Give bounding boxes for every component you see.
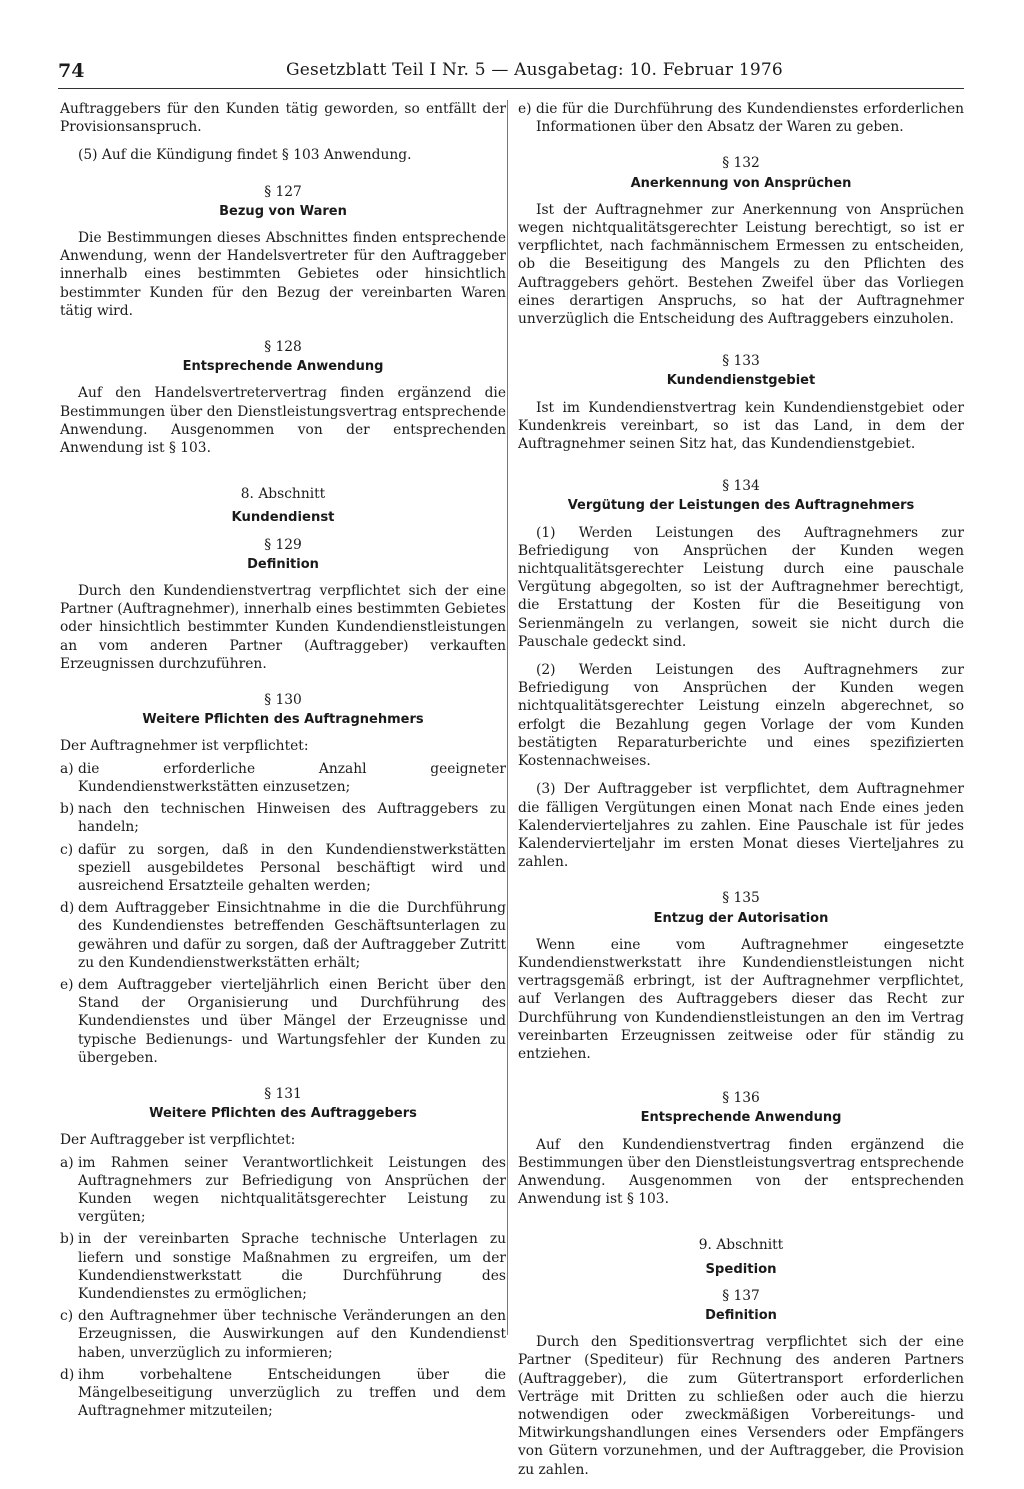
section-128-text: Auf den Handelsvertretervertrag finden ergänzend die Bestimmungen über den Dienstleistungsvertrag entsprechende Anwendung. Ausgenommen von der entsprechenden Anwendung ist § 103. [60,385,506,457]
section-131-title: Weitere Pflichten des Auftraggebers [149,1106,417,1122]
section-132-text: Ist der Auftragnehmer zur Anerkennung von Ansprüchen wegen nichtqualitätsgerechter Leistung berechtigt, so ist er verpflichtet, nach fachmännischem Ermessen zu entscheiden, ob die Beseitigung des Mangels zu den Pflichten des Auftraggebers gehört. Bestehen Zweifel über das Vorliegen eines derartigen Anspruchs, so hat der Auftragnehmer unverzüglich die Entscheidung des Auftraggebers einzuholen. [518,201,964,328]
section-130-title: Weitere Pflichten des Auftragnehmers [142,712,424,728]
section-132-number: § 132 [722,155,760,172]
section-131-number: § 131 [264,1085,302,1102]
section-129-text: Durch den Kundendienstvertrag verpflichtet sich der eine Partner (Auftragnehmer), innerhalb eines bestimmten Gebietes oder hinsichtlich bestimmter Kunden Kundendienstleistungen an vom anderen Partner (Auftraggeber) verkauften Erzeugnissen durchzuführen. [60,583,506,672]
chapter-8-title: Kundendienst [231,510,335,526]
section-127-number: § 127 [264,183,302,200]
section-134-paragraph-3: (3) Der Auftraggeber ist verpflichtet, dem Auftragnehmer die fälligen Vergütungen einen Monat nach Ende eines jeden Kalendervierteljahres zu zahlen. Eine Pauschale ist für jedes Kalendervierteljahr im ersten Monat dieses Vierteljahres zu zahlen. [518,781,964,871]
list-item-text: ihm vorbehaltene Entscheidungen über die Mängelbeseitigung unverzüglich zu treffen und dem Auftragnehmer mitzuteilen; [78,1366,506,1420]
list-item-text: dafür zu sorgen, daß in den Kundendienstwerkstätten speziell ausgebildetes Personal beschäftigt wird und ausreichend Ersatzteile gehalten werden; [78,841,506,894]
section-133-title: Kundendienstgebiet [666,373,816,389]
chapter-8-label: 8. Abschnitt [240,486,326,503]
section-135-number: § 135 [722,890,760,907]
section-137-number: § 137 [722,1287,760,1304]
list-item-label: e) [60,976,74,993]
list-item [60,800,506,836]
section-133-text: Ist im Kundendienstvertrag kein Kundendienstgebiet oder Kundenkreis vereinbart, so ist das Land, in dem der Auftragnehmer seinen Sitz hat, das Kundendienstgebiet. [518,399,964,453]
section-128-title: Entsprechende Anwendung [182,359,384,375]
section-134-paragraph-2: (2) Werden Leistungen des Auftragnehmers zur Befriedigung von Ansprüchen der Kunden wegen nichtqualitätsgerechter Leistung einzeln abgerechnet, so erfolgt die Bezahlung gegen Vorlage der vom Kunden bestätigten Reparaturberichte und eines spezifizierten Kostennachweises. [518,662,964,770]
running-title: Gesetzblatt Teil I Nr. 5 — Ausgabetag: 10. Februar 1976 [286,60,783,80]
section-133-number: § 133 [722,353,760,370]
section-136-title: Entsprechende Anwendung [640,1110,842,1126]
section-129-number: § 129 [264,536,302,553]
list-item-text: in der vereinbarten Sprache technische Unterlagen zu liefern und sonstige Maßnahmen zu ergreifen, um der Kundendienstwerkstatt die Durchführung des Kundendienstes zu ermöglichen; [78,1231,506,1302]
list-item [60,760,506,796]
section-134-paragraph-1: (1) Werden Leistungen des Auftragnehmers zur Befriedigung von Ansprüchen der Kunden wegen nichtqualitätsgerechter Leistung durch eine pauschale Vergütung abgegolten, so ist der Auftragnehmer berechtigt, die Erstattung der Kosten für die Beseitigung von Serienmängeln zu verlangen, soweit sie nicht durch die Pauschale gedeckt sind. [518,524,964,650]
section-128-number: § 128 [264,339,302,356]
paragraph-continued: Auftraggebers für den Kunden tätig geworden, so entfällt der Provisionsanspruch. [60,101,506,136]
section-135-title: Entzug der Autorisation [653,910,829,926]
page-number: 74 [58,60,85,82]
list-item-text: die erforderliche Anzahl geeigneter Kundendienstwerkstätten einzusetzen; [78,760,506,795]
chapter-9-label: 9. Abschnitt [698,1237,784,1254]
list-item-label: e) [518,101,532,117]
left-column [60,100,506,1424]
section-137-title: Definition [705,1307,777,1323]
section-136-text: Auf den Kundendienstvertrag finden ergänzend die Bestimmungen über den Dienstleistungsvertrag entsprechende Anwendung. Ausgenommen von der entsprechenden Anwendung ist § 103. [518,1136,964,1208]
list-item-label: c) [60,841,74,858]
section-129-title: Definition [247,556,319,572]
list-item-label: d) [60,900,75,917]
section-132-title: Anerkennung von Ansprüchen [630,175,852,191]
list-item-text: dem Auftraggeber Einsichtnahme in die die Durchführung des Kundendienstes betreffenden Geschäftsunterlagen zu gewähren und dafür zu sorgen, daß der Auftraggeber Zutritt zu den Kundendienstwerkstätten erhält; [78,900,506,971]
section-134-title: Vergütung der Leistungen des Auftragnehmers [567,498,915,514]
list-item-label: c) [60,1308,74,1325]
column-divider [507,100,508,1335]
list-item-text: dem Auftraggeber vierteljährlich einen Bericht über den Stand der Organisierung und Durchführung des Kundendienstes und über Mängel der Erzeugnisse und typische Bedienungs- und Wartungsfehler der Kunden zu übergeben. [78,976,506,1066]
section-134-number: § 134 [722,478,760,495]
list-item-label: d) [60,1366,75,1383]
list-item-text: den Auftragnehmer über technische Veränderungen an den Erzeugnissen, die Auswirkungen auf den Kundendienst haben, unverzüglich zu informieren; [78,1308,506,1361]
right-column [518,100,964,1489]
list-item [60,1154,506,1227]
paragraph-5: (5) Auf die Kündigung findet § 103 Anwendung. [78,147,412,164]
list-item [60,899,506,972]
list-item [60,1230,506,1303]
list-item [60,1307,506,1362]
list-item-label: a) [60,760,74,777]
section-137-text: Durch den Speditionsvertrag verpflichtet sich der eine Partner (Spediteur) für Rechnung des anderen Partners (Auftraggeber), die zum Gütertransport erforderlichen Verträge mit Dritten zu schließen oder auch die hierzu notwendigen oder zweckmäßigen Vorbereitungs- und Mitwirkungshandlungen eines Versenders oder Empfängers von Gütern vorzunehmen, und der Auftraggeber, die Provision zu zahlen. [518,1334,964,1478]
list-item-text: die für die Durchführung des Kundendienstes erforderlichen Informationen über den Absatz der Waren zu geben. [536,101,964,136]
list-item [60,841,506,896]
section-135-text: Wenn eine vom Auftragnehmer eingesetzte Kundendienstwerkstatt ihre Kundendienstleistungen nicht vertragsgemäß erbringt, ist der Auftragnehmer verpflichtet, auf Verlangen des Auftraggebers dieser das Recht zur Durchführung von Kundendienstleistungen an den im Vertrag vereinbarten Erzeugnissen zeitweise oder für ständig zu entziehen. [518,936,964,1062]
list-item-label: b) [60,1231,75,1248]
list-item [60,976,506,1067]
list-item-label: a) [60,1154,74,1171]
list-item [60,1366,506,1421]
section-130-intro: Der Auftragnehmer ist verpflichtet: [60,738,309,755]
section-130-number: § 130 [264,692,302,709]
list-item-text: im Rahmen seiner Verantwortlichkeit Leistungen des Auftragnehmers zur Befriedigung von Ansprüchen der Kunden wegen nichtqualitätsgerechter Leistung zu vergüten; [78,1154,506,1226]
list-item [518,100,964,136]
section-127-text: Die Bestimmungen dieses Abschnittes finden entsprechende Anwendung, wenn der Handelsvertreter für den Auftraggeber innerhalb eines bestimmten Gebietes oder hinsichtlich bestimmter Kunden für den Bezug der vereinbarten Waren tätig wird. [60,230,506,319]
list-item-text: nach den technischen Hinweisen des Auftraggebers zu handeln; [78,801,506,836]
section-127-title: Bezug von Waren [219,203,347,219]
list-item-label: b) [60,801,75,818]
page-header [58,58,964,89]
section-131-intro: Der Auftraggeber ist verpflichtet: [60,1132,296,1149]
section-136-number: § 136 [722,1090,760,1107]
chapter-9-title: Spedition [705,1261,777,1277]
